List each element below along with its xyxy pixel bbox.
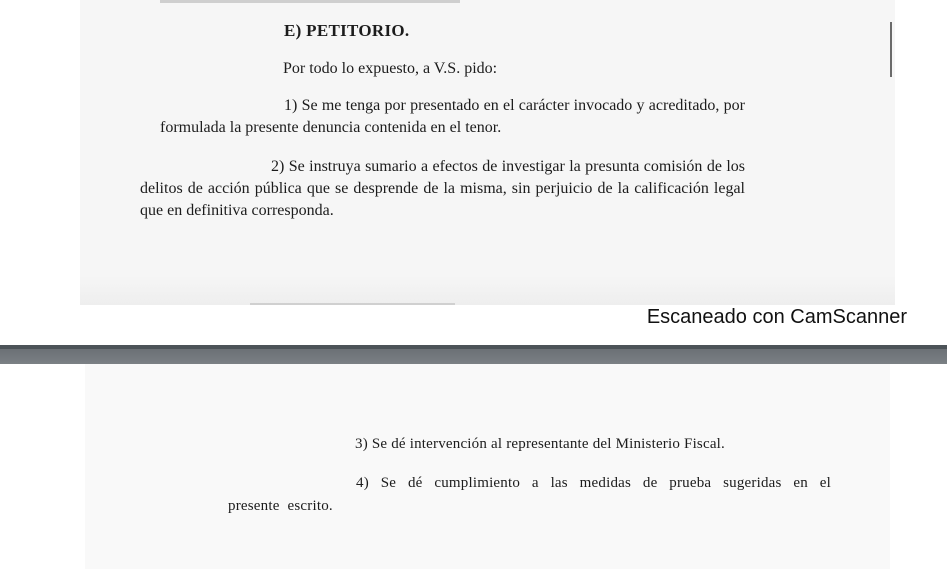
intro-text: Por todo lo expuesto, a V.S. pido: (283, 60, 498, 77)
scan-artifact-line (250, 303, 455, 305)
scanned-page-top (80, 0, 895, 305)
page-divider (0, 345, 947, 364)
camscanner-watermark: Escaneado con CamScanner (646, 306, 907, 328)
scanned-page-bottom (85, 364, 890, 569)
petition-item-3: 3) Se dé intervención al representante del Ministerio Fiscal. (355, 436, 726, 452)
petition-item-2: 2) Se instruya sumario a efectos de investigar la presunta comisión de los delitos de acción pública que se desprende de la misma, sin perjuicio de la calificación legal que en definitiva corresponda. (140, 158, 745, 219)
section-heading: E) PETITORIO. (284, 21, 410, 40)
page-edge-mark (890, 22, 892, 77)
page-cut-edge (160, 0, 460, 3)
petition-item-1: 1) Se me tenga por presentado en el carácter invocado y acreditado, por formulada la presente denuncia contenida en el tenor. (160, 97, 745, 136)
petition-item-4: 4) Se dé cumplimiento a las medidas de prueba sugeridas en el presente escrito. (228, 475, 831, 514)
